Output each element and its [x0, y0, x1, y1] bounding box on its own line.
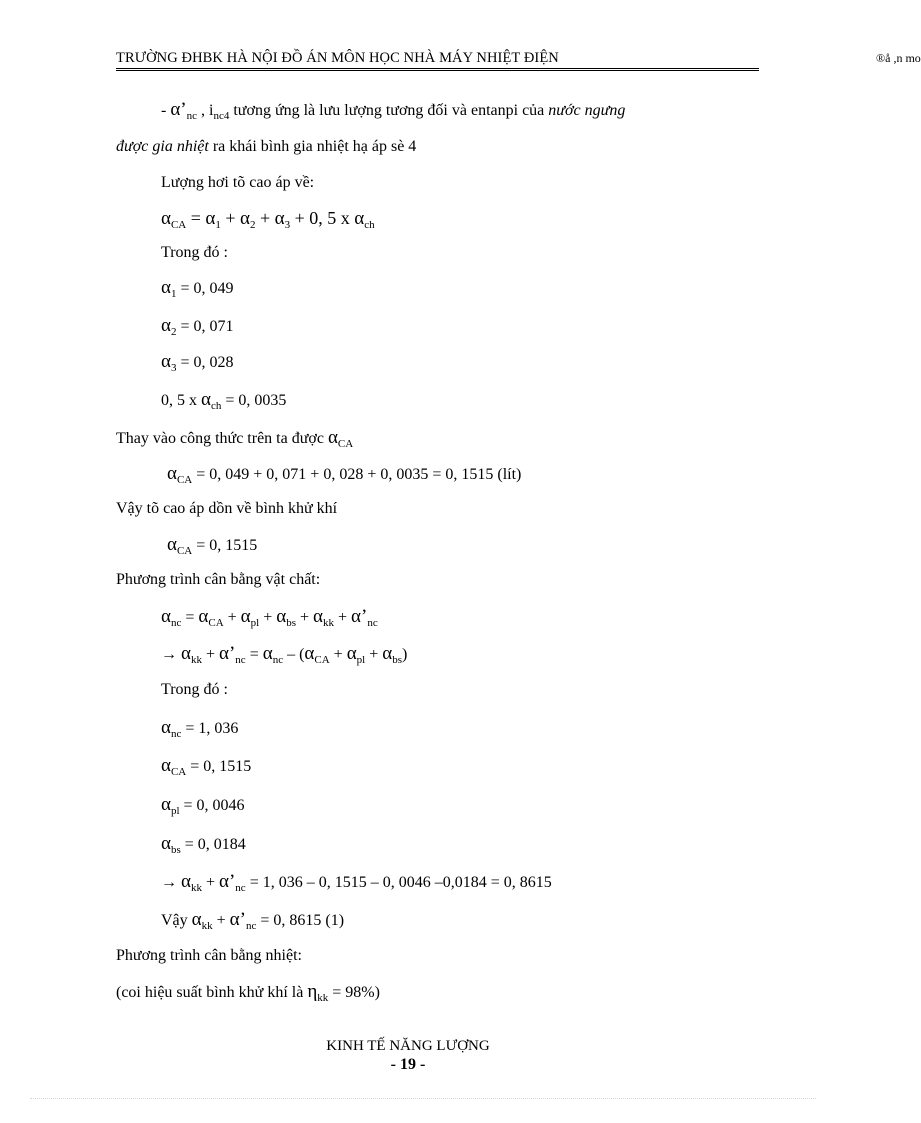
bottom-divider: [30, 1098, 816, 1099]
formula-line: $\alpha_{pl} = 0$, 0046: [161, 794, 245, 817]
footer-title: KINH TẾ NĂNG LƯỢNG: [326, 1038, 490, 1054]
formula-line: $\alpha_1 = 0$, 049: [161, 277, 234, 300]
formula-line: $\alpha_{CA} = 0$, 049 + 0, 071 + 0, 028 + 0, 0035 = 0, 1515 (lít): [167, 463, 522, 486]
header-right-text: ®å ,n mo: [876, 51, 921, 65]
formula-line: → $\alpha_{kk}$ + $\alpha’_{nc} = \alpha_{nc} - (\alpha_{CA} + \alpha_{pl} + \alpha_{bs})$: [161, 643, 408, 666]
page-number: - 19 -: [390, 1056, 426, 1073]
header-rule: [116, 68, 759, 71]
formula-line: $\alpha_{CA} = \alpha_1 + \alpha_2 + \alpha_3 + 0$, 5 x $\alpha_{ch}$: [161, 208, 375, 231]
text-line: Thay vào công thức trên ta được $\alpha_{CA}$: [116, 427, 354, 450]
text-line: - $\alpha’_{nc}$ , $i_{nc4}$ tương ứng là lưu lượng tương đối và entanpi của nước ngưng: [161, 99, 626, 122]
text-line: (coi hiệu suất bình khử khí là $\eta_{kk} = 98\%$): [116, 981, 380, 1004]
formula-line: Vậy $\alpha_{kk}$ + $\alpha’_{nc} = 0$, 8615 (1): [161, 909, 345, 932]
formula-line: $\alpha_{bs} = 0$, 0184: [161, 833, 246, 856]
formula-line: $\alpha_{CA} = 0$, 1515: [161, 755, 252, 778]
text-line: Trong đó :: [161, 244, 228, 261]
formula-line: 0, 5 x $\alpha_{ch} = 0$, 0035: [161, 389, 287, 412]
page-header: [116, 48, 921, 70]
formula-line: $\alpha_3 = 0$, 028: [161, 351, 234, 374]
formula-line: $\alpha_{nc} = 1$, 036: [161, 717, 239, 740]
formula-line: $\alpha_{CA} = 0$, 1515: [167, 534, 258, 557]
formula-line: $\alpha_2 = 0$, 071: [161, 315, 234, 338]
text-line: Lượng hơi tõ cao áp về:: [161, 174, 315, 191]
text-line: Phương trình cân bằng nhiệt:: [116, 947, 302, 964]
text-line: được gia nhiệt ra khái bình gia nhiệt hạ áp sè 4: [116, 138, 417, 155]
header-title: TRƯỜNG ĐHBK HÀ NỘI ĐỒ ÁN MÔN HỌC NHÀ MÁY NHIỆT ĐIỆN: [116, 50, 559, 66]
text-line: Vậy tõ cao áp dồn về bình khử khí: [116, 500, 338, 517]
text-line: Trong đó :: [161, 681, 228, 698]
formula-line: $\alpha_{nc} = \alpha_{CA} + \alpha_{pl} + \alpha_{bs} + \alpha_{kk}$ + $\alpha’_{nc}$: [161, 606, 378, 629]
formula-line: → $\alpha_{kk}$ + $\alpha’_{nc} = 1$, 036 – 0, 1515 – 0, 0046 –0,0184 = 0, 8615: [161, 871, 552, 894]
text-line: Phương trình cân bằng vật chất:: [116, 571, 321, 588]
